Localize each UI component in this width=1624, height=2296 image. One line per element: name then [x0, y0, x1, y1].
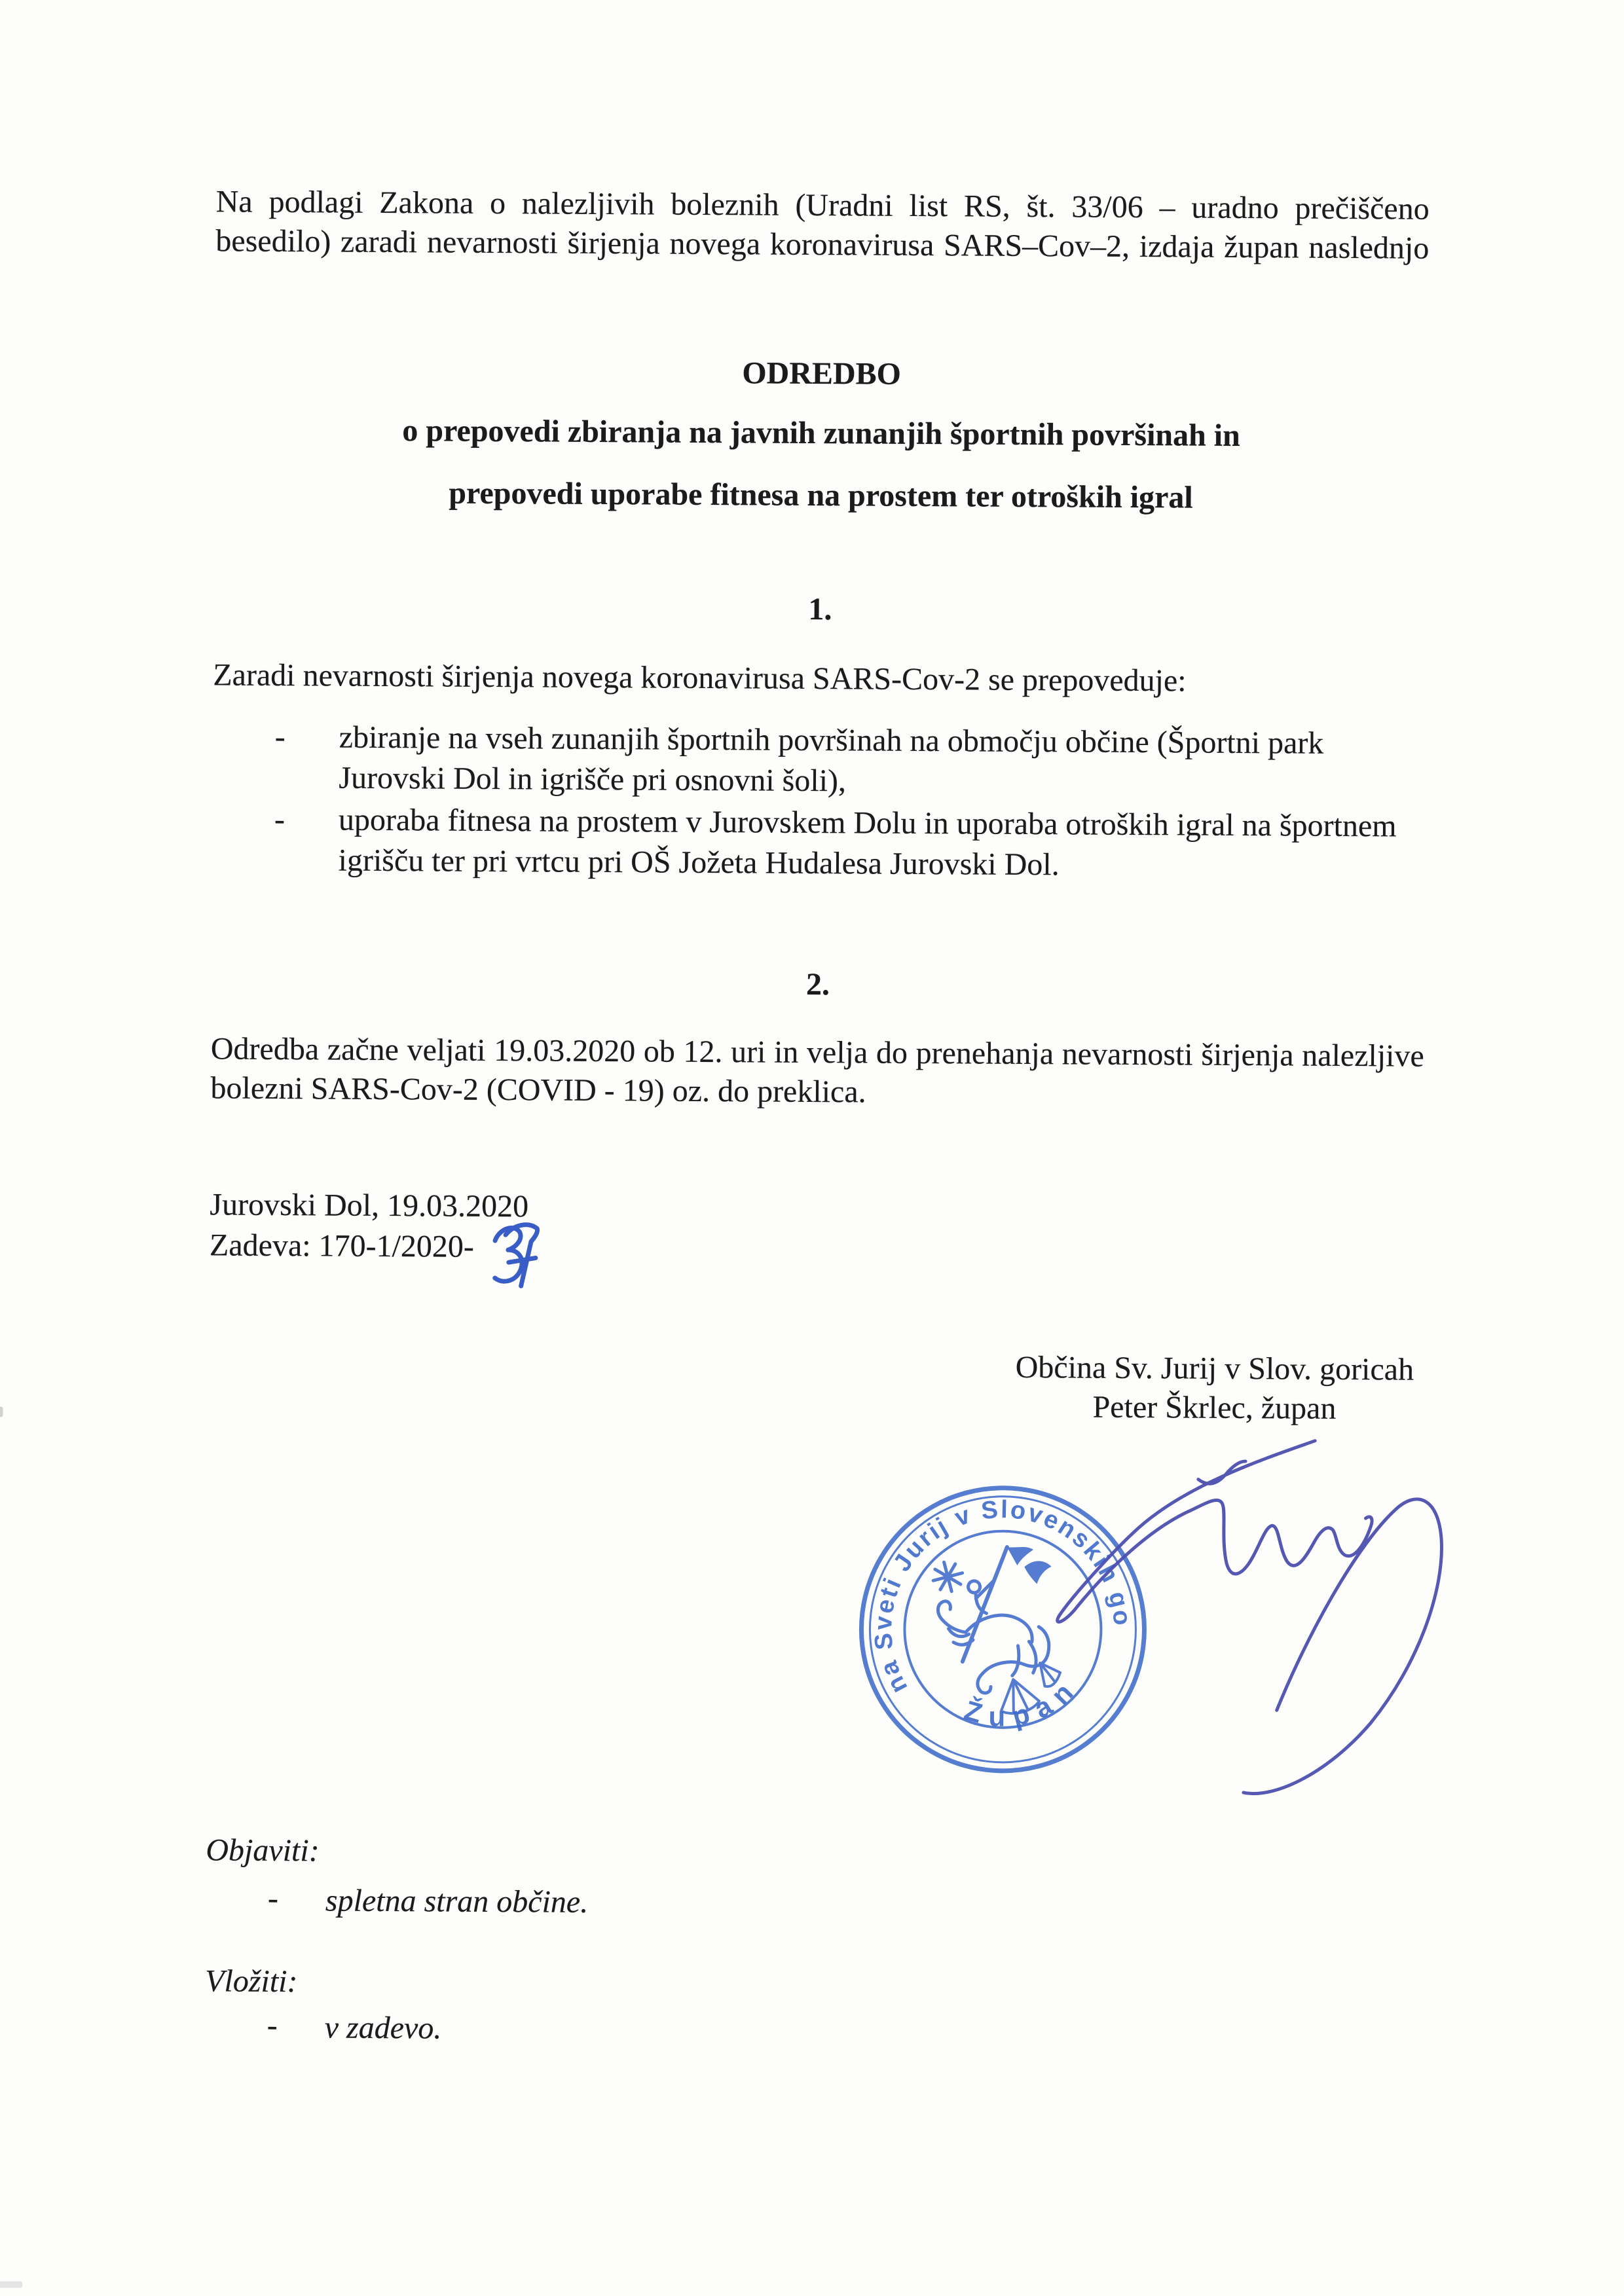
file-heading: Vložiti:	[204, 1963, 298, 1999]
section-1-number: 1.	[808, 591, 832, 627]
list-marker: -	[267, 2007, 278, 2043]
section-2-line-1: Odredba začne veljati 19.03.2020 ob 12. uri in velja do prenehanja nevarnosti širjenja nalezljive	[210, 1031, 1424, 1074]
section-1-bullet-2	[274, 799, 1447, 888]
bullet-marker: -	[274, 801, 286, 837]
bullet-marker: -	[274, 719, 286, 755]
decree-subtitle-line-1: o prepovedi zbiranja na javnih zunanjih športnih površinah in	[402, 413, 1240, 453]
decree-title: ODREDBO	[742, 355, 902, 392]
scan-artifact	[0, 2281, 22, 2287]
section-1-lead: Zaradi nevarnosti širjenja novega koronavirusa SARS-Cov-2 se prepoveduje:	[213, 657, 1187, 699]
signer-name-title: Peter Škrlec, župan	[1092, 1389, 1337, 1426]
signing-organization: Občina Sv. Jurij v Slov. goricah	[1015, 1349, 1414, 1387]
list-marker: -	[267, 1880, 279, 1916]
publish-item-text: spletna stran občine.	[325, 1883, 589, 1920]
section-2-line-2: bolezni SARS-Cov-2 (COVID - 19) oz. do preklica.	[210, 1070, 866, 1110]
handwritten-signature	[1017, 1402, 1530, 1828]
place-date-line: Jurovski Dol, 19.03.2020	[210, 1187, 529, 1224]
section-1-bullet-1	[274, 717, 1447, 805]
scan-artifact	[0, 1406, 3, 1417]
stamp-ring-text: Občina Sveti Jurij v Slovenskih goricah	[869, 1495, 1136, 1698]
stamp-bottom-text: Župan	[961, 1669, 1086, 1732]
decree-subtitle-line-2: prepovedi uporabe fitnesa na prostem ter otroških igral	[449, 475, 1193, 515]
bullet-text: uporaba fitnesa na prostem v Jurovskem Dolu in uporaba otroških igral na športnem igrišču ter pri vrtcu pri OŠ Jožeta Hudalesa Jurovski Dol.	[338, 802, 1397, 883]
file-item	[267, 2008, 1439, 2054]
bullet-text: zbiranje na vseh zunanjih športnih površinah na območju občine (Športni park Jurovski Dol in igrišče pri osnovni šoli),	[339, 720, 1324, 799]
file-item-text: v zadevo.	[324, 2010, 442, 2046]
section-2-number: 2.	[805, 966, 830, 1002]
publish-heading: Objaviti:	[206, 1832, 320, 1868]
intro-line-2: besedilo) zaradi nevarnosti širjenja novega koronavirusa SARS–Cov–2, izdaja župan naslednjo	[215, 223, 1430, 266]
intro-line-1: Na podlagi Zakona o nalezljivih boleznih (Uradni list RS, št. 33/06 – uradno prečiščeno	[215, 184, 1430, 227]
case-reference-line: Zadeva: 170-1/2020-	[209, 1228, 475, 1264]
handwritten-case-number	[483, 1212, 562, 1302]
publish-item	[268, 1881, 1440, 1927]
